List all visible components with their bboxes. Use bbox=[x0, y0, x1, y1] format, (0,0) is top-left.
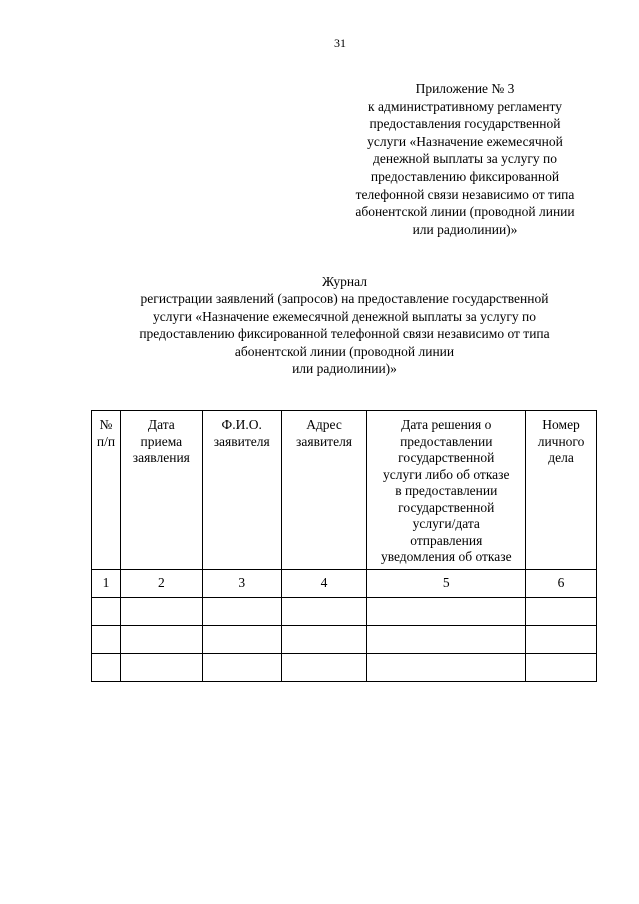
header-case-number: Номер личного дела bbox=[526, 411, 597, 570]
appendix-line: или радиолинии)» bbox=[412, 221, 518, 237]
table-cell bbox=[202, 625, 281, 653]
column-number: 3 bbox=[202, 569, 281, 597]
table-cell bbox=[120, 625, 202, 653]
table-cell bbox=[92, 625, 121, 653]
column-number-row bbox=[92, 569, 597, 597]
journal-title-line: или радиолинии)» bbox=[292, 361, 397, 377]
journal-title-line: предоставлению фиксированной телефонной связи независимо от типа bbox=[139, 326, 550, 342]
table-header-row bbox=[92, 411, 597, 570]
page-number: 31 bbox=[334, 36, 346, 50]
column-number: 1 bbox=[92, 569, 121, 597]
appendix-line: телефонной связи независимо от типа bbox=[355, 186, 575, 202]
column-number: 4 bbox=[281, 569, 367, 597]
table-cell bbox=[120, 653, 202, 681]
table-row bbox=[92, 597, 597, 625]
appendix-line: Приложение № 3 bbox=[415, 81, 515, 96]
journal-title bbox=[92, 273, 597, 377]
appendix-line: услуги «Назначение ежемесячной bbox=[367, 133, 563, 149]
column-number: 5 bbox=[367, 569, 526, 597]
header-decision-date: Дата решения о предоставлении государственной услуги либо об отказе в предоставлении государственной услуги/дата отправления уведомления об отказе bbox=[367, 411, 526, 570]
header-number: № п/п bbox=[92, 411, 121, 570]
table-cell bbox=[120, 597, 202, 625]
registration-table bbox=[91, 410, 597, 682]
journal-title-line: Журнал bbox=[321, 274, 367, 289]
journal-title-line: услуги «Назначение ежемесячной денежной выплаты за услугу по bbox=[153, 308, 536, 324]
journal-title-line: абонентской линии (проводной линии bbox=[234, 343, 455, 359]
table-cell bbox=[526, 653, 597, 681]
table-cell bbox=[526, 597, 597, 625]
table-cell bbox=[281, 653, 367, 681]
table-cell bbox=[281, 625, 367, 653]
table-cell bbox=[202, 597, 281, 625]
table-cell bbox=[92, 653, 121, 681]
table-cell bbox=[92, 597, 121, 625]
table-row bbox=[92, 653, 597, 681]
table-cell bbox=[281, 597, 367, 625]
table-cell bbox=[367, 597, 526, 625]
column-number: 2 bbox=[120, 569, 202, 597]
table-cell bbox=[367, 625, 526, 653]
appendix-line: предоставления государственной bbox=[369, 116, 561, 132]
appendix-line: денежной выплаты за услугу по bbox=[373, 151, 557, 167]
header-applicant-address: Адрес заявителя bbox=[281, 411, 367, 570]
appendix-line: абонентской линии (проводной линии bbox=[355, 204, 575, 220]
appendix-note bbox=[335, 80, 595, 238]
table-cell bbox=[367, 653, 526, 681]
column-number: 6 bbox=[526, 569, 597, 597]
appendix-line: к административному регламенту bbox=[368, 98, 562, 114]
table-cell bbox=[202, 653, 281, 681]
journal-title-line: регистрации заявлений (запросов) на предоставление государственной bbox=[140, 291, 549, 307]
appendix-line: предоставлению фиксированной bbox=[370, 168, 560, 184]
table-cell bbox=[526, 625, 597, 653]
header-receipt-date: Дата приема заявления bbox=[120, 411, 202, 570]
table-row bbox=[92, 625, 597, 653]
header-applicant-name: Ф.И.О. заявителя bbox=[202, 411, 281, 570]
